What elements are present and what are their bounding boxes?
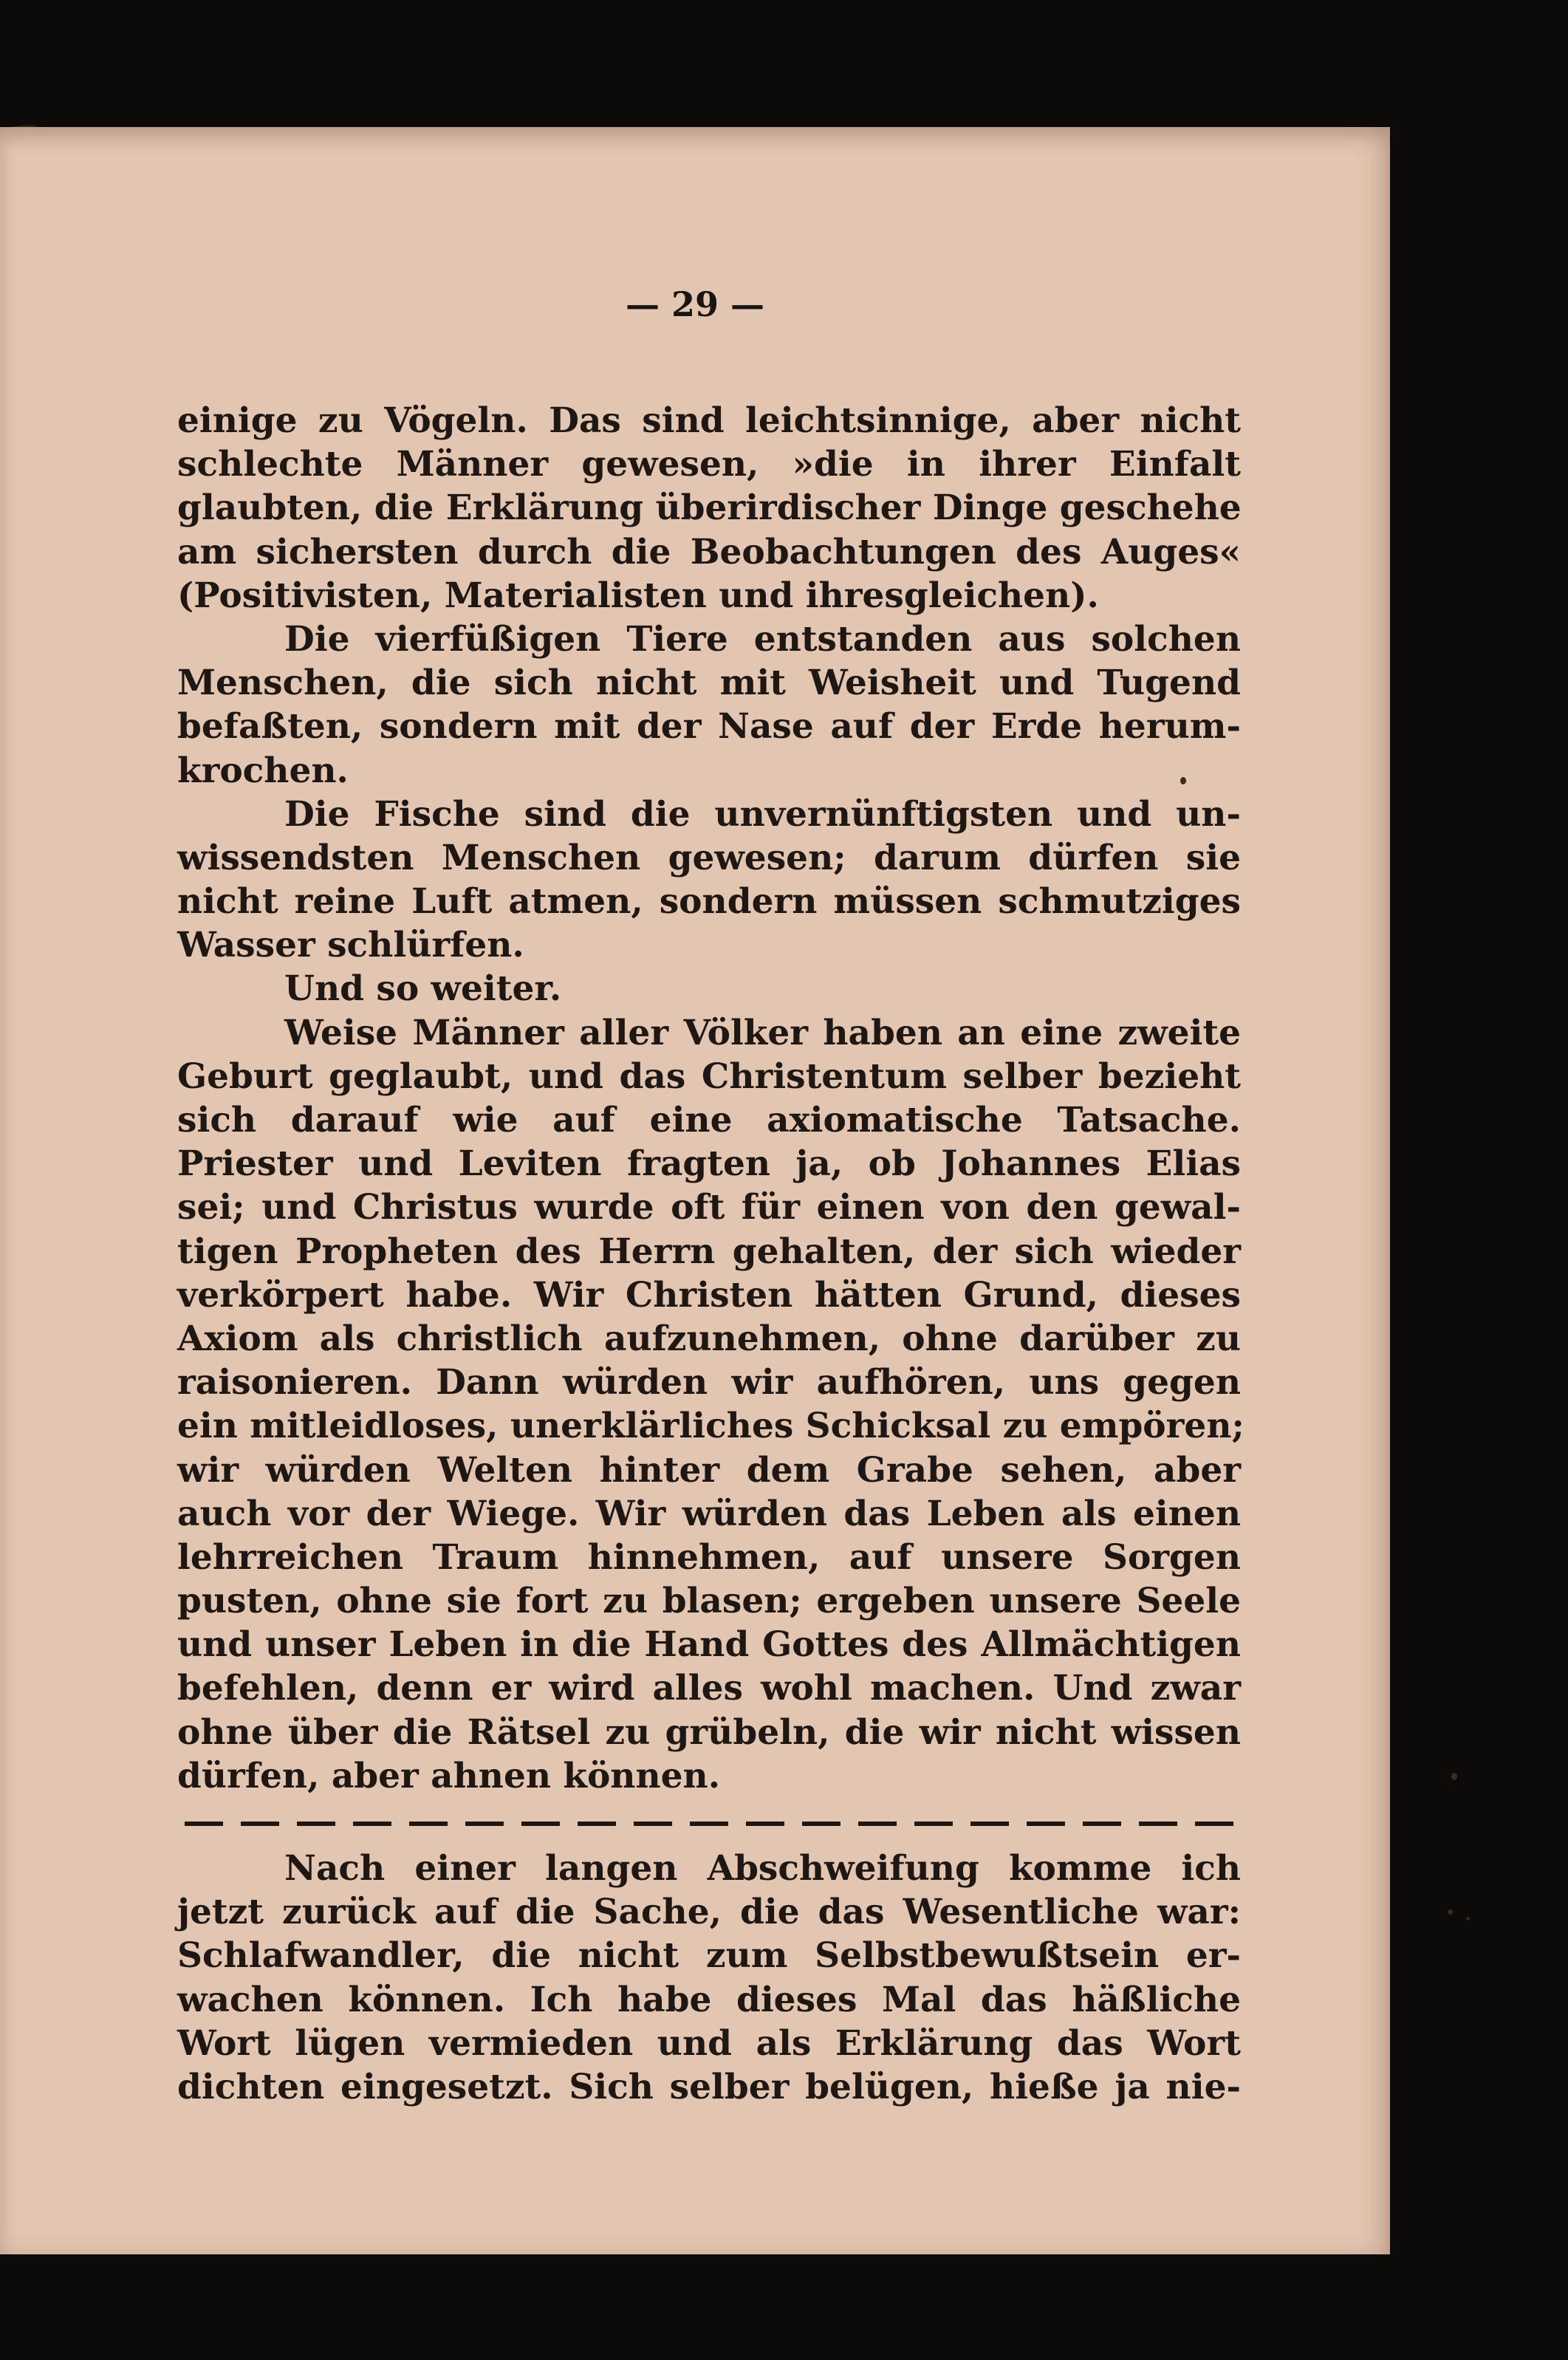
- page-speck: [1180, 777, 1186, 784]
- text-line: glaubten, die Erklärung überirdischer Dinge geschehe: [177, 488, 1242, 529]
- text-line: Die Fische sind die unvernünftigsten und un-: [284, 793, 1241, 835]
- page-speck: [1466, 1917, 1470, 1921]
- text-line: Und so weiter.: [284, 968, 562, 1010]
- text-line: dürfen, aber ahnen können.: [177, 1755, 721, 1796]
- text-line: jetzt zurück auf die Sache, die das Wesentliche war:: [177, 1892, 1241, 1933]
- text-line: lehrreichen Traum hinnehmen, auf unsere Sorgen: [177, 1536, 1241, 1578]
- text-line: und unser Leben in die Hand Gottes des Allmächtigen: [177, 1624, 1241, 1666]
- text-line: Weise Männer aller Völker haben an eine zweite: [284, 1012, 1241, 1053]
- page-number: — 29 —: [625, 284, 765, 324]
- text-line: nicht reine Luft atmen, sondern müssen schmutziges: [177, 881, 1241, 923]
- text-line: Wasser schlürfen.: [177, 925, 524, 966]
- text-line: wissendsten Menschen gewesen; darum dürfen sie: [177, 837, 1241, 878]
- page-speck: [1451, 1773, 1457, 1780]
- text-line: befaßten, sondern mit der Nase auf der Erde herum-: [177, 706, 1241, 748]
- text-line: befehlen, denn er wird alles wohl machen. Und zwar: [177, 1668, 1241, 1709]
- text-line: auch vor der Wiege. Wir würden das Leben als einen: [177, 1493, 1241, 1534]
- text-line: Geburt geglaubt, und das Christentum selber bezieht: [177, 1056, 1241, 1097]
- text-line: Wort lügen vermieden und als Erklärung das Wort: [177, 2022, 1241, 2064]
- text-line: schlechte Männer gewesen, »die in ihrer Einfalt: [177, 444, 1241, 485]
- text-line: pusten, ohne sie fort zu blasen; ergeben unsere Seele: [177, 1581, 1241, 1622]
- text-line: Die vierfüßigen Tiere entstanden aus solchen: [284, 618, 1241, 660]
- text-line: Menschen, die sich nicht mit Weisheit und Tugend: [177, 663, 1241, 704]
- text-line: ohne über die Rätsel zu grübeln, die wir nicht wissen: [177, 1711, 1241, 1753]
- text-line: wir würden Welten hinter dem Grabe sehen, aber: [177, 1449, 1241, 1491]
- page-speck: [1448, 1909, 1453, 1915]
- text-line: sich darauf wie auf eine axiomatische Tatsache.: [177, 1100, 1241, 1140]
- text-line: tigen Propheten des Herrn gehalten, der sich wieder: [177, 1231, 1241, 1272]
- dashed-separator: [185, 1822, 1241, 1826]
- text-line: ein mitleidloses, unerklärliches Schicksal zu empören;: [177, 1406, 1245, 1447]
- body-text-main: [177, 399, 1245, 1798]
- text-line: Axiom als christlich aufzunehmen, ohne darüber zu: [177, 1318, 1241, 1359]
- text-line: einige zu Vögeln. Das sind leichtsinnige, aber nicht: [177, 400, 1241, 441]
- text-line: krochen.: [177, 750, 349, 791]
- text-line: Schlafwandler, die nicht zum Selbstbewußtsein er-: [177, 1935, 1241, 1977]
- text-line: dichten eingesetzt. Sich selber belügen, hieße ja nie-: [177, 2066, 1241, 2107]
- text-line: wachen können. Ich habe dieses Mal das häßliche: [177, 1979, 1241, 2020]
- text-line: am sichersten durch die Beobachtungen des Auges«: [177, 531, 1241, 572]
- text-line: Priester und Leviten fragten ja, ob Johannes Elias: [177, 1143, 1241, 1185]
- body-text-continued: [177, 1847, 1241, 2109]
- text-line: raisonieren. Dann würden wir aufhören, uns gegen: [177, 1362, 1241, 1403]
- text-line: sei; und Christus wurde oft für einen von den gewal-: [177, 1187, 1241, 1228]
- text-line: (Positivisten, Materialisten und ihresgleichen).: [177, 575, 1099, 616]
- text-line: verkörpert habe. Wir Christen hätten Grund, dieses: [177, 1274, 1241, 1316]
- text-line: Nach einer langen Abschweifung komme ich: [284, 1848, 1241, 1889]
